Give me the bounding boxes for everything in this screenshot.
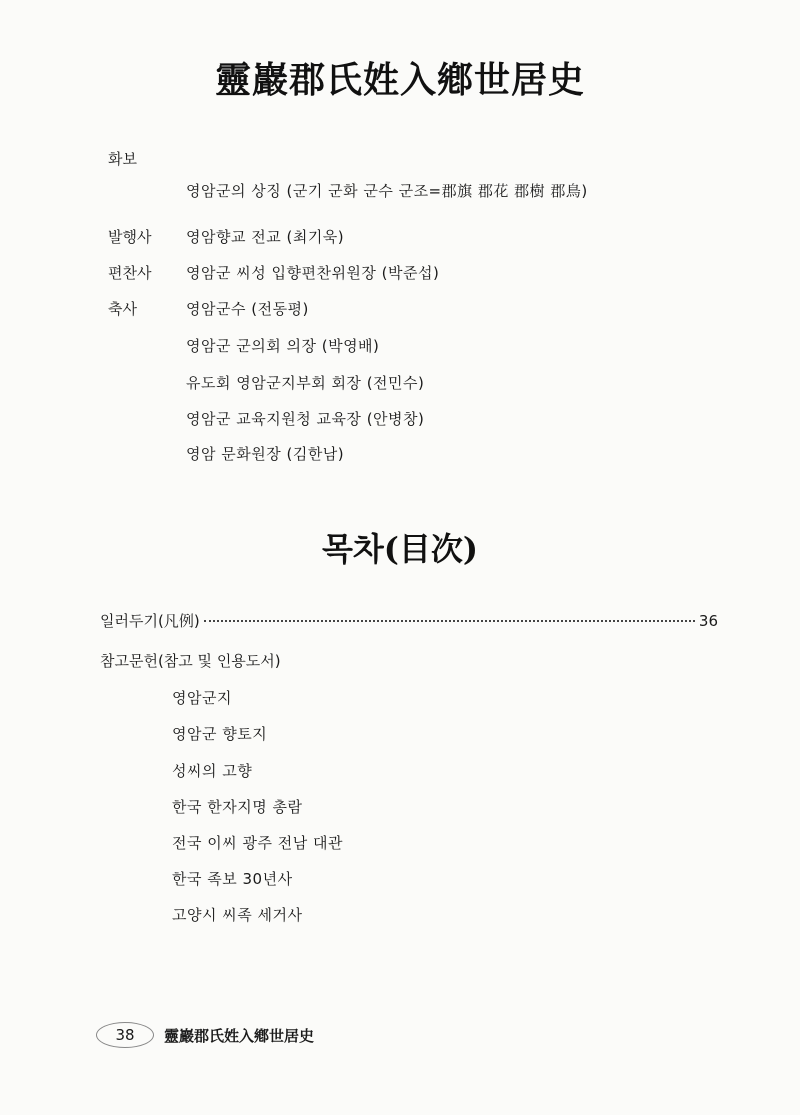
toc-entry[interactable] [100,610,718,631]
congrats-label: 축사 [108,300,137,318]
reference-item: 성씨의 고향 [172,762,253,780]
reference-item: 고양시 씨족 세거사 [172,906,303,924]
footer-title: 靈巖郡氏姓入鄕世居史 [164,1026,315,1045]
reference-item: 영암군 향토지 [172,725,268,743]
congrats-item: 유도회 영암군지부회 회장 (전민수) [186,374,425,392]
toc-entry-label: 일러두기(凡例) [100,612,200,630]
congrats-item: 영암군수 (전동평) [186,300,309,318]
reference-item: 한국 한자지명 총람 [172,798,303,816]
congrats-item: 영암군 교육지원청 교육장 (안병창) [186,410,425,428]
toc-entry-page: 36 [698,612,718,630]
publisher-value: 영암향교 전교 (최기욱) [186,228,345,246]
toc-entry-references[interactable]: 참고문헌(참고 및 인용도서) [100,652,281,670]
editor-value: 영암군 씨성 입향편찬위원장 (박준섭) [186,264,440,282]
toc-title: 목차(目次) [321,530,479,568]
reference-item: 한국 족보 30년사 [172,870,293,888]
hwabo-value: 영암군의 상징 (군기 군화 군수 군조=郡旗 郡花 郡樹 郡鳥) [186,182,588,200]
dot-leader [204,620,695,622]
page-footer [96,1022,314,1048]
editor-label: 편찬사 [108,264,152,282]
hwabo-label: 화보 [108,150,137,168]
congrats-item: 영암 문화원장 (김한남) [186,445,345,463]
page-number: 38 [96,1022,154,1048]
publisher-label: 발행사 [108,228,152,246]
page-title: 靈巖郡氏姓入鄕世居史 [214,59,585,101]
congrats-item: 영암군 군의회 의장 (박영배) [186,337,380,355]
reference-item: 영암군지 [172,689,232,707]
reference-item: 전국 이씨 광주 전남 대관 [172,834,343,852]
